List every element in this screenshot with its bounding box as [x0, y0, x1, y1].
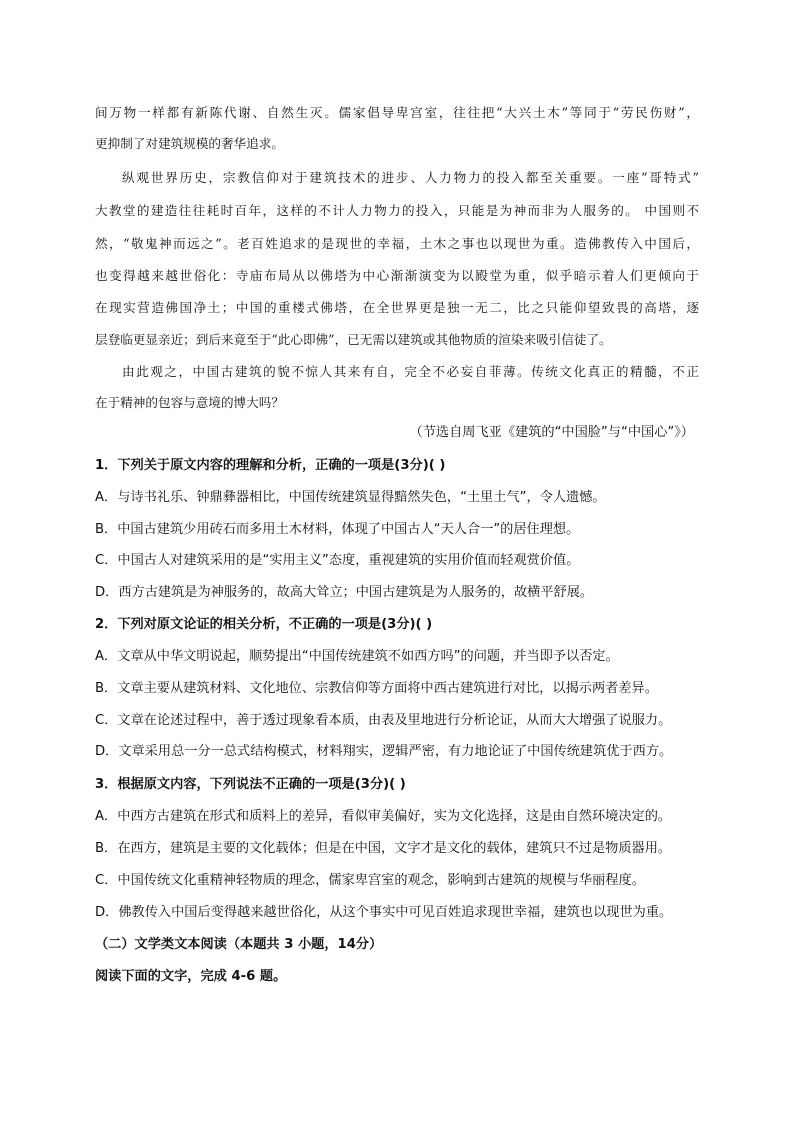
passage-line: 大教堂的建造往往耗时百年，这样的不计人力物力的投入，只能是为神而非为人服务的。 中国则不 [95, 203, 699, 218]
passage-line: 更抑制了对建筑规模的奢华追求。 [95, 136, 284, 151]
question-stem: 3．根据原文内容，下列说法不正确的一项是(3分)( ) [95, 777, 406, 792]
section-instruction: 阅读下面的文字，完成 4-6 题。 [95, 969, 287, 984]
option-c: C．中国传统文化重精神轻物质的理念，儒家卑宫室的观念，影响到古建筑的规模与华丽程度。 [95, 873, 645, 888]
option-c: C．文章在论述过程中，善于透过现象看本质，由表及里地进行分析论证，从而大大增强了说服力。 [95, 713, 672, 728]
passage-line: 然，“敬鬼神而远之”。老百姓追求的是现世的幸福，土木之事也以现世为重。造佛教传入中国后， [95, 236, 699, 251]
option-b: B．在西方，建筑是主要的文化载体；但是在中国，文字才是文化的载体，建筑只不过是物质器用。 [95, 841, 672, 856]
option-a: A．与诗书礼乐、钟鼎彝器相比，中国传统建筑显得黯然失色，“土里土气”，令人遗憾。 [95, 490, 606, 505]
option-b: B．中国古建筑少用砖石而多用土木材料，体现了中国古人“天人合一”的居住理想。 [95, 522, 580, 537]
passage-line: 在于精神的包容与意境的博大吗？ [95, 395, 284, 410]
option-c: C．中国古人对建筑采用的是“实用主义”态度，重视建筑的实用价值而轻观赏价值。 [95, 553, 580, 568]
passage-line: 层登临更显亲近；到后来竟至于“此心即佛”，已无需以建筑或其他物质的渲染来吸引信徒了。 [95, 332, 612, 347]
option-d: D．佛教传入中国后变得越来越世俗化，从这个事实中可见百姓追求现世幸福，建筑也以现世为重。 [95, 905, 673, 920]
passage-line: 由此观之，中国古建筑的貌不惊人其来有自，完全不必妄自菲薄。传统文化真正的精髓，不正 [122, 364, 699, 379]
passage-line: 间万物一样都有新陈代谢、自然生灭。儒家倡导卑宫室，往往把“大兴土木”等同于“劳民伤财”， [95, 105, 699, 120]
option-a: A．文章从中华文明说起，顺势提出“中国传统建筑不如西方吗”的问题，并当即予以否定。 [95, 649, 619, 664]
passage-line: 也变得越来越世俗化：寺庙布局从以佛塔为中心渐渐演变为以殿堂为重，似乎暗示着人们更倾向于 [95, 268, 699, 283]
section-heading: （二）文学类文本阅读（本题共 3 小题，14分） [95, 937, 383, 952]
option-a: A．中西方古建筑在形式和质料上的差异，看似审美偏好，实为文化选择，这是由自然环境决定的。 [95, 809, 672, 824]
question-stem: 2．下列对原文论证的相关分析，不正确的一项是(3分)( ) [95, 617, 433, 632]
question-stem: 1．下列关于原文内容的理解和分析，正确的一项是(3分)( ) [95, 458, 446, 473]
option-b: B．文章主要从建筑材料、文化地位、宗教信仰等方面将中西古建筑进行对比，以揭示两者差异。 [95, 681, 658, 696]
passage-source: （节选自周飞亚《建筑的“中国脸”与“中国心”》） [409, 425, 694, 440]
option-d: D．文章采用总一分一总式结构模式，材料翔实，逻辑严密，有力地论证了中国传统建筑优于西方。 [95, 744, 673, 759]
option-d: D．西方古建筑是为神服务的，故高大耸立；中国古建筑是为人服务的，故横平舒展。 [95, 585, 594, 600]
passage-line: 在现实营造佛国净土；中国的重楼式佛塔，在全世界更是独一无二，比之只能仰望致畏的高塔，逐 [95, 300, 699, 315]
passage-line: 纵观世界历史，宗教信仰对于建筑技术的进步、人力物力的投入都至关重要。一座“哥特式” [122, 170, 699, 185]
